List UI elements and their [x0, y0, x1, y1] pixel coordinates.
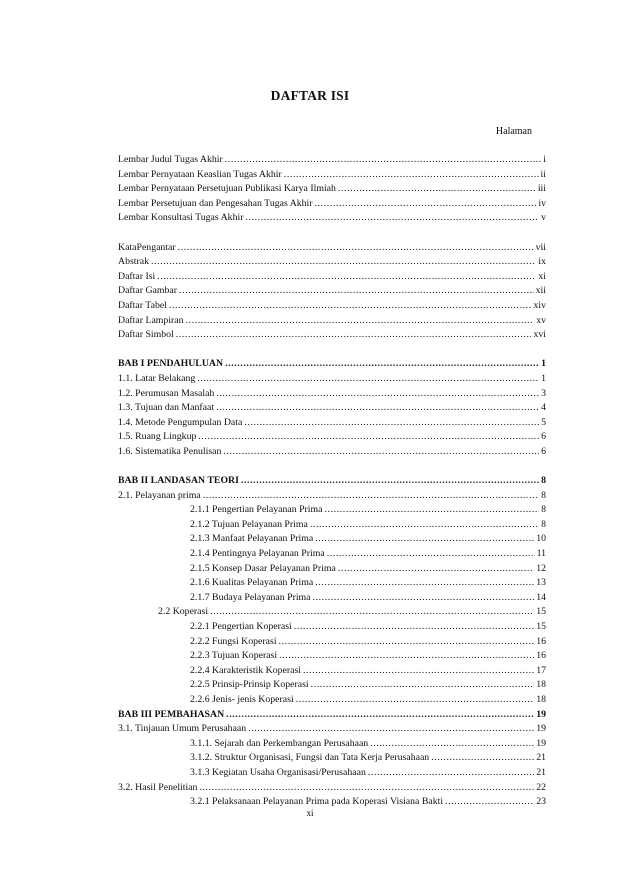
toc-entry[interactable]: [118, 182, 546, 197]
toc-entry[interactable]: [118, 197, 546, 212]
dot-leader: [310, 518, 539, 533]
toc-entry-label: BAB III PEMBAHASAN: [118, 708, 225, 720]
dot-leader: [197, 372, 539, 387]
dot-leader: [313, 591, 535, 606]
toc-entry-label: 2.1.6 Kualitas Pelayanan Prima: [190, 577, 314, 589]
toc-entry[interactable]: [118, 605, 546, 620]
dot-leader: [216, 401, 539, 416]
dot-leader: [226, 708, 534, 723]
toc-entry-label: BAB I PENDAHULUAN: [118, 358, 224, 370]
toc-entry[interactable]: [118, 416, 546, 431]
toc-entry-label: Lembar Pernyataan Keaslian Tugas Akhir: [118, 168, 282, 180]
toc-entry-label: Lembar Pernyataan Persetujuan Publikasi Karya Ilmiah: [118, 183, 336, 195]
toc-entry-page: 22: [536, 781, 546, 793]
dot-leader: [338, 182, 536, 197]
toc-entry[interactable]: [118, 766, 546, 781]
toc-entry[interactable]: [118, 357, 546, 372]
dot-leader: [315, 197, 537, 212]
toc-entry-label: 2.1. Pelayanan prima: [118, 489, 201, 501]
dot-leader: [327, 547, 535, 562]
toc-entry[interactable]: [118, 153, 546, 168]
toc-entry[interactable]: [118, 474, 546, 489]
toc-entry-page: i: [543, 154, 546, 165]
dot-leader: [210, 605, 534, 620]
toc-entry-label: 2.2.5 Prinsip-Prinsip Koperasi: [190, 679, 309, 691]
dot-leader: [225, 153, 541, 168]
toc-entry-page: xv: [536, 314, 546, 326]
dot-leader: [248, 722, 534, 737]
toc-entry-label: Daftar Tabel: [118, 299, 167, 311]
dot-leader: [225, 357, 539, 372]
toc-entry[interactable]: [118, 270, 546, 285]
toc-entry-label: Daftar Simbol: [118, 329, 174, 341]
toc-entry-label: 1.2. Perumusan Masalah: [118, 387, 215, 399]
toc-entry-page: 16: [536, 635, 546, 647]
toc-entry-page: iii: [537, 183, 546, 195]
toc-entry-label: 3.2.1 Pelaksanaan Pelayanan Prima pada Koperasi Visiana Bakti: [190, 796, 444, 808]
toc-entry-label: Lembar Konsultasi Tugas Akhir: [118, 212, 244, 224]
toc-entry[interactable]: [118, 547, 546, 562]
dot-leader: [157, 270, 536, 285]
dot-leader: [311, 678, 535, 693]
toc-entry-label: 3.1. Tinjauan Umum Perusahaan: [118, 723, 247, 735]
toc-entry-label: 1.5. Ruang Lingkup: [118, 431, 197, 443]
dot-leader: [315, 576, 534, 591]
toc-entry-page: ix: [538, 256, 546, 268]
toc-entry[interactable]: [118, 387, 546, 402]
toc-entry-label: Lembar Judul Tugas Akhir: [118, 154, 223, 165]
dot-leader: [279, 635, 535, 650]
toc-entry-label: 1.4. Metode Pengumpulan Data: [118, 416, 243, 428]
page-number: xi: [306, 808, 314, 818]
toc-entry[interactable]: [118, 518, 546, 533]
toc-entry-label: Lembar Persetujuan dan Pengesahan Tugas Akhir: [118, 197, 313, 209]
toc-entry-label: 1.1. Latar Belakang: [118, 372, 196, 384]
dot-leader: [169, 299, 532, 314]
dot-leader: [244, 416, 539, 431]
toc-entry[interactable]: [118, 693, 546, 708]
dot-leader: [303, 664, 534, 679]
toc-entry[interactable]: [118, 430, 546, 445]
toc-entry[interactable]: [118, 678, 546, 693]
toc-entry-page: 8: [541, 518, 546, 530]
toc-entry-page: 15: [536, 606, 546, 618]
toc-entry[interactable]: [118, 241, 546, 256]
toc-entry-label: 2.1.1 Pengertian Pelayanan Prima: [190, 504, 323, 516]
dot-leader: [151, 255, 536, 270]
toc-entry[interactable]: [118, 328, 546, 343]
toc-entry[interactable]: [118, 401, 546, 416]
toc-entry[interactable]: [118, 591, 546, 606]
toc-entry-page: xiv: [533, 299, 546, 311]
toc-entry-label: Daftar Lampiran: [118, 314, 184, 326]
toc-entry-page: 10: [536, 533, 546, 545]
toc-entry-page: 16: [536, 650, 546, 662]
toc-entry[interactable]: [118, 576, 546, 591]
toc-entry-label: Daftar Isi: [118, 270, 156, 282]
toc-entry-label: 2.1.5 Konsep Dasar Pelayanan Prima: [190, 562, 336, 574]
toc-entry[interactable]: [118, 781, 546, 796]
toc-entry[interactable]: [118, 722, 546, 737]
toc-entry[interactable]: [118, 664, 546, 679]
toc-entry-page: 3: [541, 387, 546, 399]
toc-entry[interactable]: [118, 284, 546, 299]
toc-entry-label: 3.1.3 Kegiatan Usaha Organisasi/Perusahaan: [190, 766, 366, 778]
toc-entry[interactable]: [118, 737, 546, 752]
toc-entry-page: v: [541, 212, 546, 224]
toc-entry-page: xi: [538, 270, 546, 282]
toc-entry[interactable]: [118, 255, 546, 270]
toc-entry[interactable]: [118, 445, 546, 460]
toc-entry-page: 18: [536, 679, 546, 691]
toc-entry-page: 14: [536, 591, 546, 603]
toc-entry-label: 2.2.1 Pengertian Koperasi: [190, 621, 292, 632]
toc-entry-label: 1.6. Sistematika Penulisan: [118, 445, 222, 457]
toc-entry-page: 18: [536, 693, 546, 705]
dot-leader: [223, 445, 539, 460]
dot-leader: [176, 328, 532, 343]
toc-entry-label: 2.1.4 Pentingnya Pelayanan Prima: [190, 548, 325, 560]
toc-entry[interactable]: [118, 562, 546, 577]
toc-entry[interactable]: [118, 299, 546, 314]
toc-entry-label: KataPengantar: [118, 241, 176, 253]
toc-entry-page: iv: [538, 197, 546, 209]
toc-entry-page: 4: [541, 402, 546, 414]
toc-entry-page: 12: [536, 562, 546, 574]
toc-entry-label: 2.1.2 Tujuan Pelayanan Prima: [190, 518, 308, 530]
dot-leader: [199, 781, 534, 796]
toc-entry-page: 1: [541, 358, 546, 370]
toc-entry-label: 2.2.6 Jenis- jenis Koperasi: [190, 693, 294, 705]
toc-entry[interactable]: [118, 620, 546, 635]
toc-entry-label: 2.2.4 Karakteristik Koperasi: [190, 664, 301, 676]
toc-entry-page: 8: [541, 475, 546, 487]
dot-leader: [284, 168, 539, 183]
toc-entry-label: 2.2.2 Fungsi Koperasi: [190, 635, 277, 647]
toc-entry-page: vii: [535, 241, 546, 253]
toc-entry[interactable]: [118, 372, 546, 387]
toc-entry-page: xvi: [533, 329, 546, 341]
dot-leader: [216, 387, 539, 402]
toc-entry-label: 2.1.3 Manfaat Pelayanan Prima: [190, 533, 314, 545]
toc-entry-page: 13: [536, 577, 546, 589]
toc-entry-page: 1: [541, 372, 546, 384]
dot-leader: [325, 503, 540, 518]
toc-entry-page: 23: [536, 796, 546, 808]
toc-entry-label: Daftar Gambar: [118, 285, 178, 297]
dot-leader: [294, 620, 534, 635]
toc-entry-label: BAB II LANDASAN TEORI: [118, 475, 239, 487]
toc-entry[interactable]: [118, 314, 546, 329]
toc-entry-page: 19: [536, 723, 546, 735]
toc-entry-page: 19: [536, 708, 546, 720]
dot-leader: [203, 489, 539, 504]
toc-entry-page: 6: [541, 431, 546, 443]
toc-entry-label: 3.1.2. Struktur Organisasi, Fungsi dan Tata Kerja Perusahaan: [190, 752, 430, 764]
dot-leader: [296, 693, 535, 708]
dot-leader: [186, 314, 535, 329]
toc-entry[interactable]: [118, 708, 546, 723]
toc-entry-page: 6: [541, 445, 546, 457]
page-column-header: Halaman: [495, 126, 532, 137]
toc-entry-page: 11: [536, 548, 546, 560]
dot-leader: [179, 284, 534, 299]
dot-leader: [198, 430, 539, 445]
toc-entry-label: 1.3. Tujuan dan Manfaat: [118, 402, 215, 414]
toc-entry-page: 19: [536, 737, 546, 749]
toc-entry-page: 21: [536, 752, 546, 764]
dot-leader: [279, 649, 534, 664]
toc-entry[interactable]: [118, 751, 546, 766]
toc-entry-page: 21: [536, 766, 546, 778]
dot-leader: [245, 211, 539, 226]
toc-entry-page: 8: [541, 489, 546, 501]
toc-entry-label: 2.2.3 Tujuan Koperasi: [190, 650, 278, 662]
toc-entry-page: ii: [540, 168, 546, 180]
toc-entry[interactable]: [118, 211, 546, 226]
dot-leader: [178, 241, 534, 256]
toc-entry-page: 8: [541, 504, 546, 516]
toc-entry-page: 17: [536, 664, 546, 676]
toc-entry-label: 2.1.7 Budaya Pelayanan Prima: [190, 591, 311, 603]
toc-entry[interactable]: [118, 649, 546, 664]
page-title: DAFTAR ISI: [270, 88, 350, 103]
toc-entry[interactable]: [118, 635, 546, 650]
toc-entry[interactable]: [118, 503, 546, 518]
toc-entry-page: 5: [541, 416, 546, 428]
toc-entry-label: 2.2 Koperasi: [158, 606, 209, 618]
dot-leader: [370, 737, 534, 752]
toc-entry[interactable]: [118, 489, 546, 504]
dot-leader: [338, 562, 534, 577]
toc-entry-label: 3.2. Hasil Penelitian: [118, 781, 198, 793]
toc-entry-page: 15: [536, 621, 546, 632]
toc-entry-page: xii: [535, 285, 546, 297]
dot-leader: [241, 474, 539, 489]
dot-leader: [431, 751, 534, 766]
toc-entry[interactable]: [118, 532, 546, 547]
toc-entry-label: Abstrak: [118, 256, 150, 268]
toc-entry-label: 3.1.1. Sejarah dan Perkembangan Perusahaan: [190, 737, 369, 749]
table-of-contents: [118, 153, 546, 810]
toc-entry[interactable]: [118, 168, 546, 183]
dot-leader: [315, 532, 534, 547]
dot-leader: [368, 766, 534, 781]
